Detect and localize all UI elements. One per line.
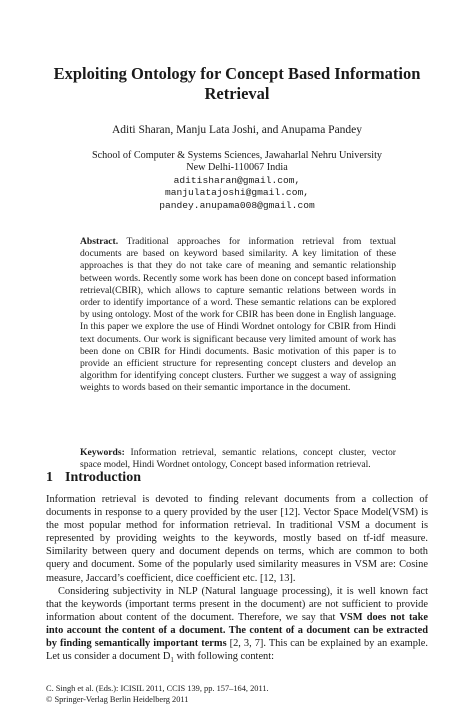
- para2-subscript: 1: [170, 656, 174, 665]
- affiliation-line-1: School of Computer & Systems Sciences, Jawaharlal Nehru University: [91, 150, 382, 161]
- abstract-text: Traditional approaches for information retrieval from textual documents are based on keyword based similarity. A key limitation of these approaches is that they do not take care of meaning and semantic relationship between words. Recently some work has been done on concept based information retrieval(CBIR), which allows to capture semantic relations between words in order to identify importance of a word. These semantic relations can be explored by using ontology. Most of the work for CBIR has been done in English language. In this paper we explore the use of Hindi Wordnet ontology for CBIR from Hindi text documents. Our work is significant because very limited amount of work has been done on CBIR for Hindi documents. Basic motivation of this paper is to provide an efficient structure for representing concept clusters and develop an algorithm for identifying concept clusters. Further we suggest a way of assigning weights to words based on their semantic importance in the document.: [80, 236, 396, 394]
- abstract-label: Abstract.: [80, 236, 119, 247]
- affiliation-line-2: New Delhi-110067 India: [186, 162, 288, 174]
- email-2: manjulatajoshi@gmail.com,: [165, 187, 309, 199]
- keywords-paragraph: [80, 447, 396, 471]
- page-footer: [46, 684, 428, 705]
- para2-tail: with following content:: [176, 651, 275, 663]
- affiliation-block: [40, 150, 434, 212]
- title-line-2: Retrieval: [204, 84, 270, 103]
- para2-bold: VSM does not take into account the content of a document. The content of a document can be extracted by finding semantically important terms: [46, 611, 428, 650]
- paper-title: [40, 64, 434, 104]
- body-text: [46, 493, 428, 667]
- section-heading: [46, 470, 141, 486]
- abstract-block: [80, 236, 396, 395]
- body-paragraph-1: Information retrieval is devoted to finding relevant documents from a collection of documents in response to a query provided by the user [12]. Vector Space Model(VSM) is the most popular method for information retrieval. In traditional VSM a document is represented by providing weights to the keywords, mostly based on tf-idf measure. Similarity between query and document depends on terms, which are common to both query and document. Some of the popularly used similarity measures in VSM are: Cosine measure, Jaccard’s coefficient, dice coefficient etc. [12, 13].: [46, 494, 428, 584]
- footer-citation: C. Singh et al. (Eds.): ICISIL 2011, CCIS 139, pp. 157–164, 2011.: [46, 684, 269, 693]
- abstract-paragraph: [80, 236, 396, 395]
- para2-start: Considering subjectivity in NLP (Natural language processing), it is well known fact that the keywords (important terms present in the document) are not sufficient to provide information about content of the document. Therefore, we say that: [46, 585, 428, 623]
- section-title: Introduction: [65, 470, 141, 485]
- email-3: pandey.anupama008@gmail.com: [159, 199, 315, 211]
- keywords-block: [80, 447, 396, 471]
- para2-end: [2, 3, 7]. This can be explained by an example. Let us consider a document D: [46, 638, 428, 663]
- section-number: 1: [46, 470, 53, 485]
- body-paragraph-2: [46, 585, 428, 668]
- keywords-text: Information retrieval, semantic relations, concept cluster, vector space model, Hindi Wordnet ontology, Concept based information retrieval.: [80, 447, 396, 471]
- title-line-1: Exploiting Ontology for Concept Based Information: [53, 64, 421, 83]
- email-1: aditisharan@gmail.com,: [173, 174, 301, 186]
- keywords-label: Keywords:: [80, 447, 125, 458]
- footer-copyright: © Springer-Verlag Berlin Heidelberg 2011: [46, 694, 189, 704]
- author-list: Aditi Sharan, Manju Lata Joshi, and Anupama Pandey: [111, 124, 363, 136]
